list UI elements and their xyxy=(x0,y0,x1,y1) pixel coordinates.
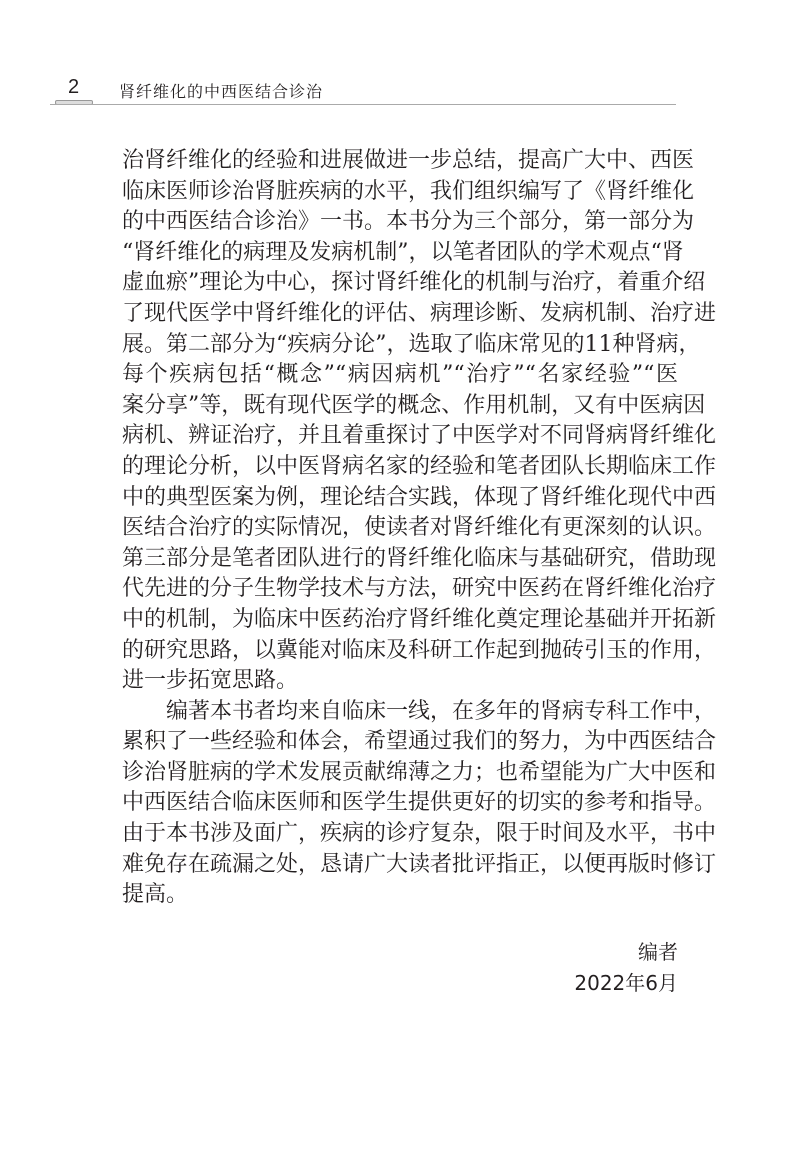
header-divider xyxy=(50,104,676,105)
text-line: 中的典型医案为例，理论结合实践，体现了肾纤维化现代中西 xyxy=(122,484,717,510)
text-line: 虚血瘀”理论为中心，探讨肾纤维化的机制与治疗，着重介绍 xyxy=(122,270,706,296)
text-line: 临床医师诊治肾脏疾病的水平，我们组织编写了《肾纤维化 xyxy=(122,178,695,204)
preface-body xyxy=(122,146,717,911)
text-line: 中西医结合临床医师和医学生提供更好的切实的参考和指导。 xyxy=(122,790,717,816)
text-line: 案分享”等，既有现代医学的概念、作用机制，又有中医病因 xyxy=(122,392,706,418)
text-line: 累积了一些经验和体会，希望通过我们的努力，为中西医结合 xyxy=(122,729,717,755)
text-line: 中的机制，为临床中医药治疗肾纤维化奠定理论基础并开拓新 xyxy=(122,606,717,632)
text-line: 编著本书者均来自临床一线，在多年的肾病专科工作中， xyxy=(166,698,717,724)
text-line: 的理论分析，以中医肾病名家的经验和笔者团队长期临床工作 xyxy=(122,453,717,479)
text-line: 诊治肾脏病的学术发展贡献绵薄之力；也希望能为广大中医和 xyxy=(122,759,717,785)
text-line: 代先进的分子生物学技术与方法，研究中医药在肾纤维化治疗 xyxy=(122,576,717,602)
text-line: 每个疾病包括“概念”“病因病机”“治疗”“名家经验”“医 xyxy=(122,362,678,388)
paragraph-2 xyxy=(122,697,717,911)
text-line: 进一步拓宽思路。 xyxy=(122,668,299,694)
text-line: 难免存在疏漏之处，恳请广大读者批评指正，以便再版时修订 xyxy=(122,851,717,877)
text-line: 了现代医学中肾纤维化的评估、病理诊断、发病机制、治疗进 xyxy=(122,300,717,326)
text-line: 的中西医结合诊治》一书。本书分为三个部分，第一部分为 xyxy=(122,209,695,235)
text-line: 医结合治疗的实际情况，使读者对肾纤维化有更深刻的认识。 xyxy=(122,515,717,541)
text-line: 第三部分是笔者团队进行的肾纤维化临床与基础研究，借助现 xyxy=(122,545,717,571)
signature-date: 2022年6月 xyxy=(574,971,678,995)
text-line: 提高。 xyxy=(122,882,189,908)
paragraph-1 xyxy=(122,146,717,697)
text-line: 展。第二部分为“疾病分论”，选取了临床常见的11种肾病， xyxy=(122,331,701,357)
text-line: 病机、辨证治疗，并且着重探讨了中医学对不同肾病肾纤维化 xyxy=(122,423,717,449)
text-line: “肾纤维化的病理及发病机制”，以笔者团队的学术观点“肾 xyxy=(122,239,684,265)
page-number: 2 xyxy=(68,76,80,98)
text-line: 由于本书涉及面广，疾病的诊疗复杂，限于时间及水平，书中 xyxy=(122,821,717,847)
text-line: 的研究思路，以冀能对临床及科研工作起到抛砖引玉的作用， xyxy=(122,637,717,663)
running-title: 肾纤维化的中西医结合诊治 xyxy=(119,82,324,101)
text-line: 治肾纤维化的经验和进展做进一步总结，提高广大中、西医 xyxy=(122,148,695,173)
signature-author: 编者 xyxy=(638,940,678,964)
